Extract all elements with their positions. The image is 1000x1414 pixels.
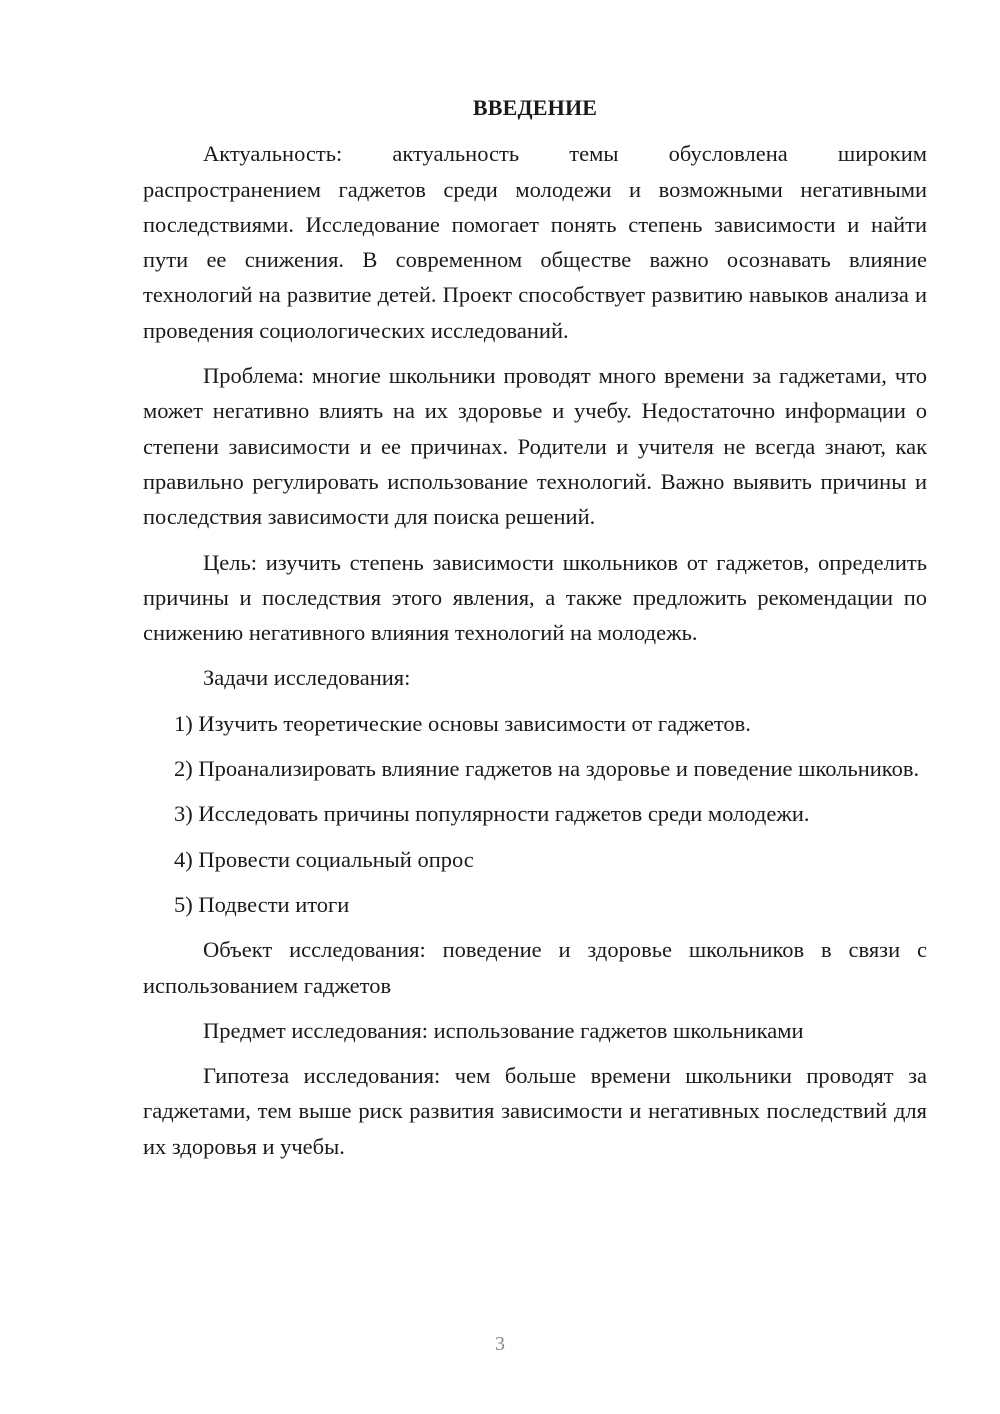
task-item: 4) Провести социальный опрос [174, 846, 474, 872]
section-heading: ВВЕДЕНИЕ [472, 95, 598, 120]
document-page [143, 90, 927, 1174]
relevance-paragraph: Актуальность: актуальность темы обусловлена широким распространением гаджетов среди молодежи и возможными негативными последствиями. Исследование помогает понять степень зависимости и найти пути ее снижения. В современном обществе важно осознавать влияние технологий на развитие детей. Проект способствует развитию навыков анализа и проведения социологических исследований. [143, 141, 927, 343]
goal-paragraph: Цель: изучить степень зависимости школьников от гаджетов, определить причины и последствия этого явления, а также предложить рекомендации по снижению негативного влияния технологий на молодежь. [143, 549, 927, 646]
object-paragraph: Объект исследования: поведение и здоровье школьников в связи с использованием гаджетов [143, 937, 927, 998]
hypothesis-paragraph: Гипотеза исследования: чем больше времени школьники проводят за гаджетами, тем выше риск развития зависимости и негативных последствий для их здоровья и учебы. [143, 1063, 927, 1159]
task-item: 3) Исследовать причины популярности гаджетов среди молодежи. [174, 801, 810, 827]
subject-paragraph: Предмет исследования: использование гаджетов школьниками [203, 1017, 804, 1043]
tasks-heading: Задачи исследования: [203, 665, 411, 691]
page-number: 3 [495, 1333, 505, 1355]
task-item: 5) Подвести итоги [174, 891, 350, 917]
task-item: 2) Проанализировать влияние гаджетов на здоровье и поведение школьников. [174, 756, 920, 782]
task-item: 1) Изучить теоретические основы зависимости от гаджетов. [174, 710, 751, 736]
problem-paragraph: Проблема: многие школьники проводят много времени за гаджетами, что может негативно влиять на их здоровье и учебу. Недостаточно информации о степени зависимости и ее причинах. Родители и учителя не всегда знают, как правильно регулировать использование технологий. Важно выявить причины и последствия зависимости для поиска решений. [143, 363, 927, 530]
